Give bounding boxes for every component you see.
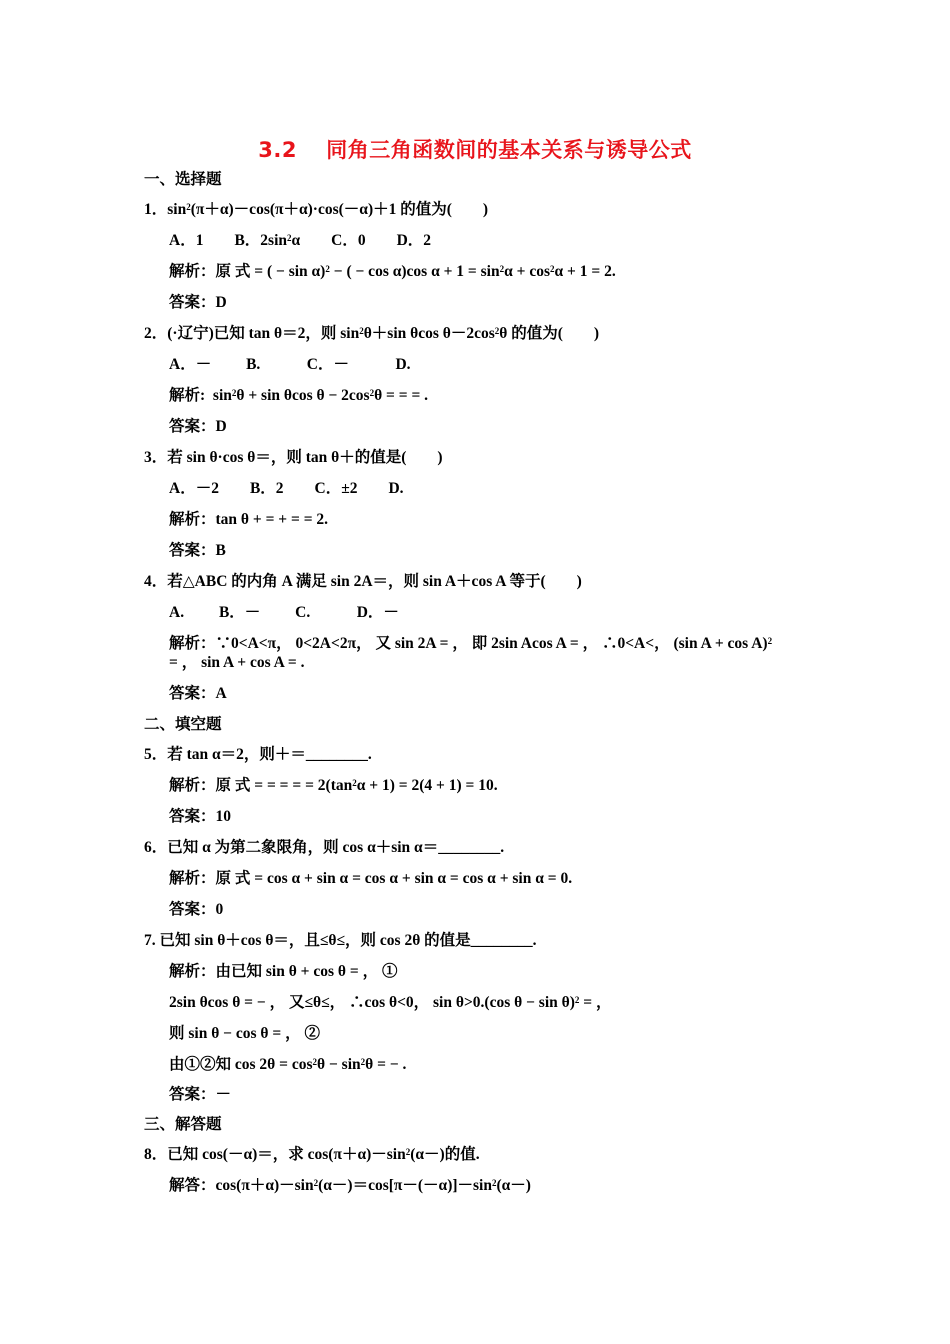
question-6: 6．已知 α 为第二象限角，则 cos α＋sin α＝________. [144, 839, 505, 856]
question-4-options: A. B．－ C. D．－ [169, 604, 399, 621]
question-7-analysis-line-3: 则 sin θ − cos θ = ， ② [169, 1025, 320, 1042]
question-2-answer: 答案：D [169, 418, 227, 435]
question-5-analysis: 解析：原 式 = = = = = $2(\tan^2\alpha + 1) = 2(4 + 1) = 10$. [169, 777, 498, 794]
question-6-answer: 答案：0 [169, 901, 224, 918]
question-4-analysis-cont: = ， sin A + cos A = . [169, 654, 305, 671]
question-1-analysis: 解析：原 式 = ( − sin α)$^2$ − ( − cos α)cos $\alpha + 1 = \sin^2\alpha + \cos^2\alpha + 1 = 2$. [169, 263, 616, 280]
question-7-analysis: 解析：由已知 sin θ + cos θ = ， ① [169, 963, 398, 980]
question-4-answer: 答案：A [169, 685, 227, 702]
section-heading-choice: 一、选择题 [144, 171, 222, 188]
question-2: 2．(·辽宁)已知 tan θ＝2，则 $\sin^2\theta+\sin$ θcos $\theta-2\cos^2\theta$ 的值为( ) [144, 325, 600, 342]
question-4-analysis: 解析：∵0<A<π， 0<2A<2π， 又 sin 2A = ， 即 2sin Acos A = ， ∴0<A<， (sin A + cos A)$^2$ [169, 635, 773, 652]
question-4: 4．若△ABC 的内角 A 满足 sin 2A＝，则 sin A＋cos A 等于( ) [144, 573, 582, 590]
question-3-answer: 答案：B [169, 542, 226, 559]
question-5: 5．若 tan α＝2，则＋＝________. [144, 746, 372, 763]
question-3-analysis: 解析：tan θ + = + = = 2. [169, 511, 329, 528]
question-3: 3．若 sin θ·cos θ＝，则 tan θ＋的值是( ) [144, 449, 443, 466]
question-7-analysis-line-2: 2sin θcos θ = − ， 又≤θ≤， ∴cos θ<0， sin θ>0.(cos θ − sin θ)$^2$ = ， [169, 994, 612, 1011]
section-heading-solve: 三、解答题 [144, 1116, 222, 1133]
question-6-analysis: 解析：原 式 = cos α + sin α = cos α + sin α = cos α + sin α = 0. [169, 870, 573, 887]
question-1-options: A．1 B．$2\sin^2\alpha$ C．0 D．2 [169, 232, 432, 249]
question-2-analysis: 解析: $\sin^2\theta + \sin \theta\cos$ $\theta - 2\cos^2\theta$ = = = . [169, 387, 429, 404]
question-7-answer: 答案：－ [169, 1086, 232, 1103]
question-3-options: A．－2 B．2 C．±2 D. [169, 480, 404, 497]
question-2-options: A．－ B. C．－ D. [169, 356, 411, 373]
question-1-answer: 答案：D [169, 294, 227, 311]
question-1: 1．$\sin^2(\pi+\alpha)-\cos(\pi+\alpha)\cdot\cos(-\alpha)+1$ 的值为( ) [144, 201, 489, 218]
page-title: 3.2 同角三角函数间的基本关系与诱导公式 [258, 138, 692, 162]
question-8-solution: 解答：$\cos(\pi+\alpha)-\sin^2(\alpha-)=\cos[\pi-(-\alpha)]-\sin^2(\alpha-)$ [169, 1177, 531, 1194]
question-7-analysis-line-4: 由①②知 $\cos 2\theta = \cos^2\theta - \sin^2\theta$ = − . [169, 1056, 407, 1073]
question-8: 8．已知 cos(－α)＝，求 $\cos(\pi+\alpha)-\sin^2(\alpha-)$的值. [144, 1146, 480, 1163]
question-7: 7. 已知 sin θ＋cos θ＝，且≤θ≤，则 cos 2θ 的值是________. [144, 932, 537, 949]
section-heading-fill: 二、填空题 [144, 716, 222, 733]
question-5-answer: 答案：10 [169, 808, 232, 825]
